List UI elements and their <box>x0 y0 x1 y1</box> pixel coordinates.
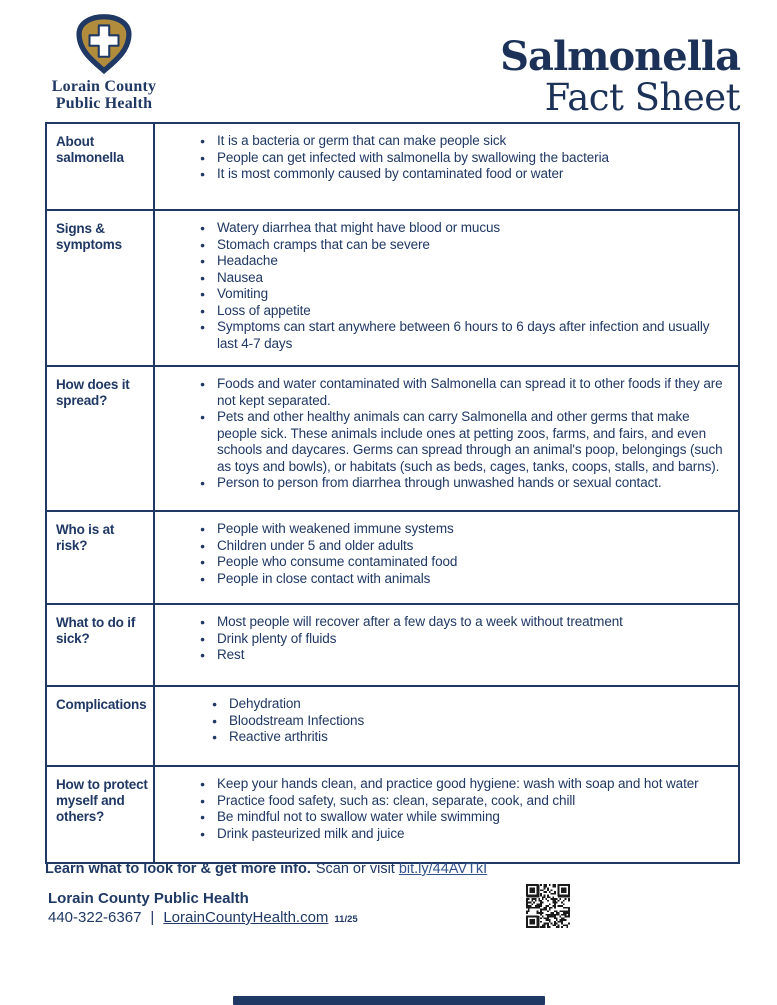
separator: | <box>150 909 155 926</box>
bullet-list <box>199 133 728 183</box>
fact-row-6 <box>47 685 738 765</box>
org-name-line2: Public Health <box>55 95 153 112</box>
bullet-item: ● Loss of appetite <box>199 303 728 320</box>
bullet-list <box>199 614 728 664</box>
bullet-item: ● People can get infected with salmonella by swallowing the bacteria <box>199 150 728 167</box>
shield-cross-icon <box>75 12 133 76</box>
phone-number: 440-322-6367 <box>48 909 142 926</box>
bullet-list <box>199 776 728 842</box>
bullet-item: ● Symptoms can start anywhere between 6 hours to 6 days after infection and usually last 4-7 days <box>199 319 728 352</box>
row-label: How does it spread? <box>47 367 155 510</box>
cta-regular-text: Scan or visit <box>315 861 395 877</box>
bullet-item: ● Headache <box>199 253 728 270</box>
fact-row-3 <box>47 365 738 510</box>
bullet-item: ● People in close contact with animals <box>199 571 728 588</box>
bullet-list <box>199 376 728 492</box>
bullet-item: ● Nausea <box>199 270 728 287</box>
bullet-item: ● Drink pasteurized milk and juice <box>199 826 728 843</box>
page-title-block <box>500 33 740 119</box>
row-label: About salmonella <box>47 124 155 209</box>
fact-table <box>45 122 740 864</box>
bullet-item: ● Reactive arthritis <box>211 729 728 746</box>
fact-row-4 <box>47 510 738 603</box>
bullet-list <box>199 521 728 587</box>
bullet-item: ● Pets and other healthy animals can carry Salmonella and other germs that make people sick. These animals include ones at petting zoos, farms, and fairs, and even schools and daycares. Germs can spread through an animal's poop, belongings (such as toys and bowls), or habitats (such as beds, cages, tanks, coops, stalls, and barns). <box>199 409 728 475</box>
row-label: Complications <box>47 687 155 765</box>
bullet-item: ● People who consume contaminated food <box>199 554 728 571</box>
bullet-item: ● It is most commonly caused by contaminated food or water <box>199 166 728 183</box>
bullet-item: ● It is a bacteria or germ that can make people sick <box>199 133 728 150</box>
bullet-item: ● Most people will recover after a few days to a week without treatment <box>199 614 728 631</box>
fact-row-1 <box>47 124 738 209</box>
bullet-list <box>211 696 728 746</box>
fact-row-2 <box>47 209 738 365</box>
row-label: What to do if sick? <box>47 605 155 685</box>
bullet-item: ● Foods and water contaminated with Salmonella can spread it to other foods if they are not kept separated. <box>199 376 728 409</box>
bullet-item: ● Be mindful not to swallow water while swimming <box>199 809 728 826</box>
fact-row-7 <box>47 765 738 862</box>
bullet-item: ● Rest <box>199 647 728 664</box>
bullet-item: ● Keep your hands clean, and practice good hygiene: wash with soap and hot water <box>199 776 728 793</box>
bullet-item: ● Watery diarrhea that might have blood or mucus <box>199 220 728 237</box>
cta-bold-text: Learn what to look for & get more info. <box>45 861 311 877</box>
bullet-item: ● Stomach cramps that can be severe <box>199 237 728 254</box>
page-title: Salmonella <box>500 33 740 80</box>
bullet-item: ● Practice food safety, such as: clean, separate, cook, and chill <box>199 793 728 810</box>
footer-org-name: Lorain County Public Health <box>48 890 249 907</box>
bitly-link[interactable]: bit.ly/44AVTkI <box>398 861 488 877</box>
row-label: Who is at risk? <box>47 512 155 603</box>
org-logo <box>43 12 165 112</box>
bullet-list <box>199 220 728 352</box>
row-label: How to protect myself and others? <box>47 767 155 862</box>
qr-code <box>526 884 570 928</box>
org-name-line1: Lorain County <box>51 78 157 95</box>
date-code: 11/25 <box>334 914 358 925</box>
bullet-item: ● Dehydration <box>211 696 728 713</box>
cta-line <box>45 861 487 877</box>
bullet-item: ● Bloodstream Infections <box>211 713 728 730</box>
bullet-item: ● Children under 5 and older adults <box>199 538 728 555</box>
row-label: Signs & symptoms <box>47 211 155 365</box>
website-link[interactable]: LorainCountyHealth.com <box>163 909 329 926</box>
bullet-item: ● Person to person from diarrhea through unwashed hands or sexual contact. <box>199 475 728 492</box>
bullet-item: ● Drink plenty of fluids <box>199 631 728 648</box>
bullet-item: ● Vomiting <box>199 286 728 303</box>
bottom-bar <box>233 996 545 1005</box>
fact-row-5 <box>47 603 738 685</box>
footer-contact-line <box>48 909 358 926</box>
bullet-item: ● People with weakened immune systems <box>199 521 728 538</box>
page-subtitle: Fact Sheet <box>544 76 740 119</box>
